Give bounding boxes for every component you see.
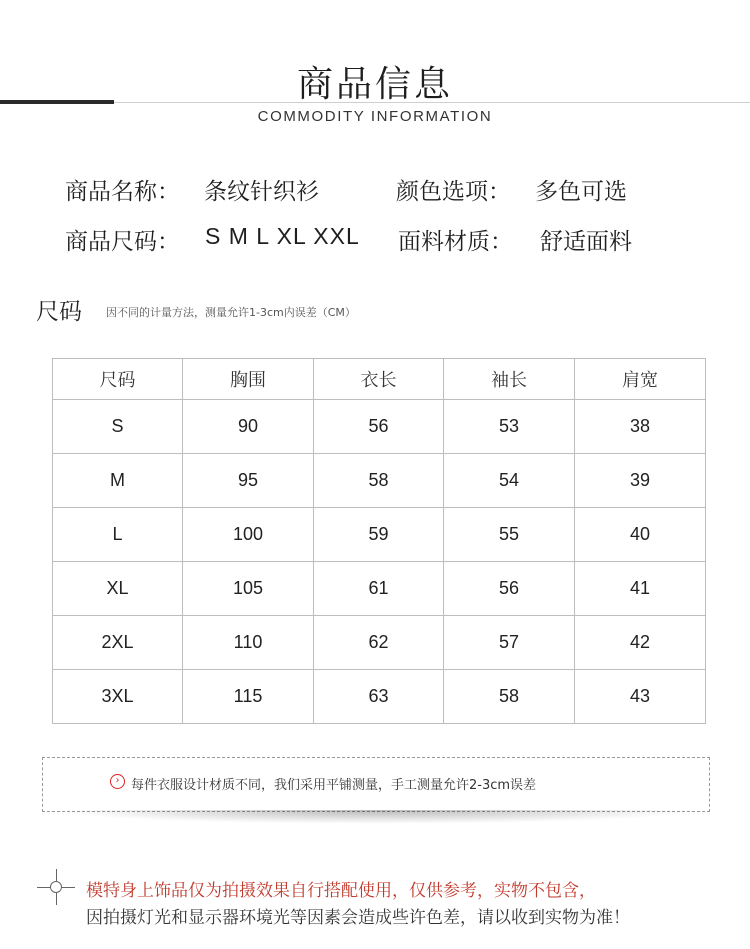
product-name-value: 条纹针织衫 (204, 179, 319, 205)
table-cell: 105 (183, 562, 314, 616)
table-cell: 41 (575, 562, 706, 616)
material-label: 面料材质： (398, 229, 513, 255)
table-cell: 110 (183, 616, 314, 670)
table-cell: 90 (183, 400, 314, 454)
table-cell: 61 (314, 562, 444, 616)
table-row (53, 400, 706, 454)
table-cell: 58 (314, 454, 444, 508)
arrow-circle-icon: › (110, 774, 125, 789)
table-row (53, 508, 706, 562)
page-title: 商品信息 (296, 64, 453, 105)
header-sleeve: 袖长 (444, 359, 575, 400)
table-row (53, 670, 706, 724)
table-row (53, 562, 706, 616)
table-cell: 39 (575, 454, 706, 508)
table-cell: 43 (575, 670, 706, 724)
table-cell: 55 (444, 508, 575, 562)
header-shoulder: 肩宽 (575, 359, 706, 400)
size-heading: 尺码 (36, 299, 82, 325)
table-row (53, 616, 706, 670)
table-cell: 59 (314, 508, 444, 562)
table-cell: 95 (183, 454, 314, 508)
material-value: 舒适面料 (540, 229, 632, 255)
table-cell: S (53, 400, 183, 454)
table-cell: 62 (314, 616, 444, 670)
color-option-value: 多色可选 (535, 179, 627, 205)
table-cell: L (53, 508, 183, 562)
header-chest: 胸围 (183, 359, 314, 400)
table-cell: 63 (314, 670, 444, 724)
table-cell: 53 (444, 400, 575, 454)
table-cell: 42 (575, 616, 706, 670)
size-table (52, 358, 706, 724)
product-name-label: 商品名称： (65, 179, 180, 205)
table-cell: 2XL (53, 616, 183, 670)
table-cell: M (53, 454, 183, 508)
table-cell: 58 (444, 670, 575, 724)
table-cell: 115 (183, 670, 314, 724)
crosshair-icon (50, 881, 62, 893)
header-size: 尺码 (53, 359, 183, 400)
table-cell: 40 (575, 508, 706, 562)
table-cell: 56 (314, 400, 444, 454)
notice-text: 每件衣服设计材质不同，我们采用平铺测量，手工测量允许2-3cm误差 (131, 778, 537, 793)
notice-shadow (52, 810, 700, 824)
table-row (53, 454, 706, 508)
size-note: 因不同的计量方法，测量允许1-3cm内误差（CM） (106, 306, 356, 319)
disclaimer-line-1: 模特身上饰品仅为拍摄效果自行搭配使用，仅供参考，实物不包含， (86, 881, 596, 901)
product-size-label: 商品尺码： (65, 229, 180, 255)
table-cell: 100 (183, 508, 314, 562)
table-header-row (53, 359, 706, 400)
disclaimer-line-2: 因拍摄灯光和显示器环境光等因素会造成些许色差，请以收到实物为准！ (86, 908, 630, 928)
table-cell: 54 (444, 454, 575, 508)
table-cell: 56 (444, 562, 575, 616)
product-size-value: S M L XL XXL (205, 223, 360, 249)
table-cell: XL (53, 562, 183, 616)
page-subtitle: COMMODITY INFORMATION (257, 108, 493, 125)
table-cell: 3XL (53, 670, 183, 724)
table-cell: 57 (444, 616, 575, 670)
table-cell: 38 (575, 400, 706, 454)
color-option-label: 颜色选项： (396, 179, 511, 205)
header-length: 衣长 (314, 359, 444, 400)
